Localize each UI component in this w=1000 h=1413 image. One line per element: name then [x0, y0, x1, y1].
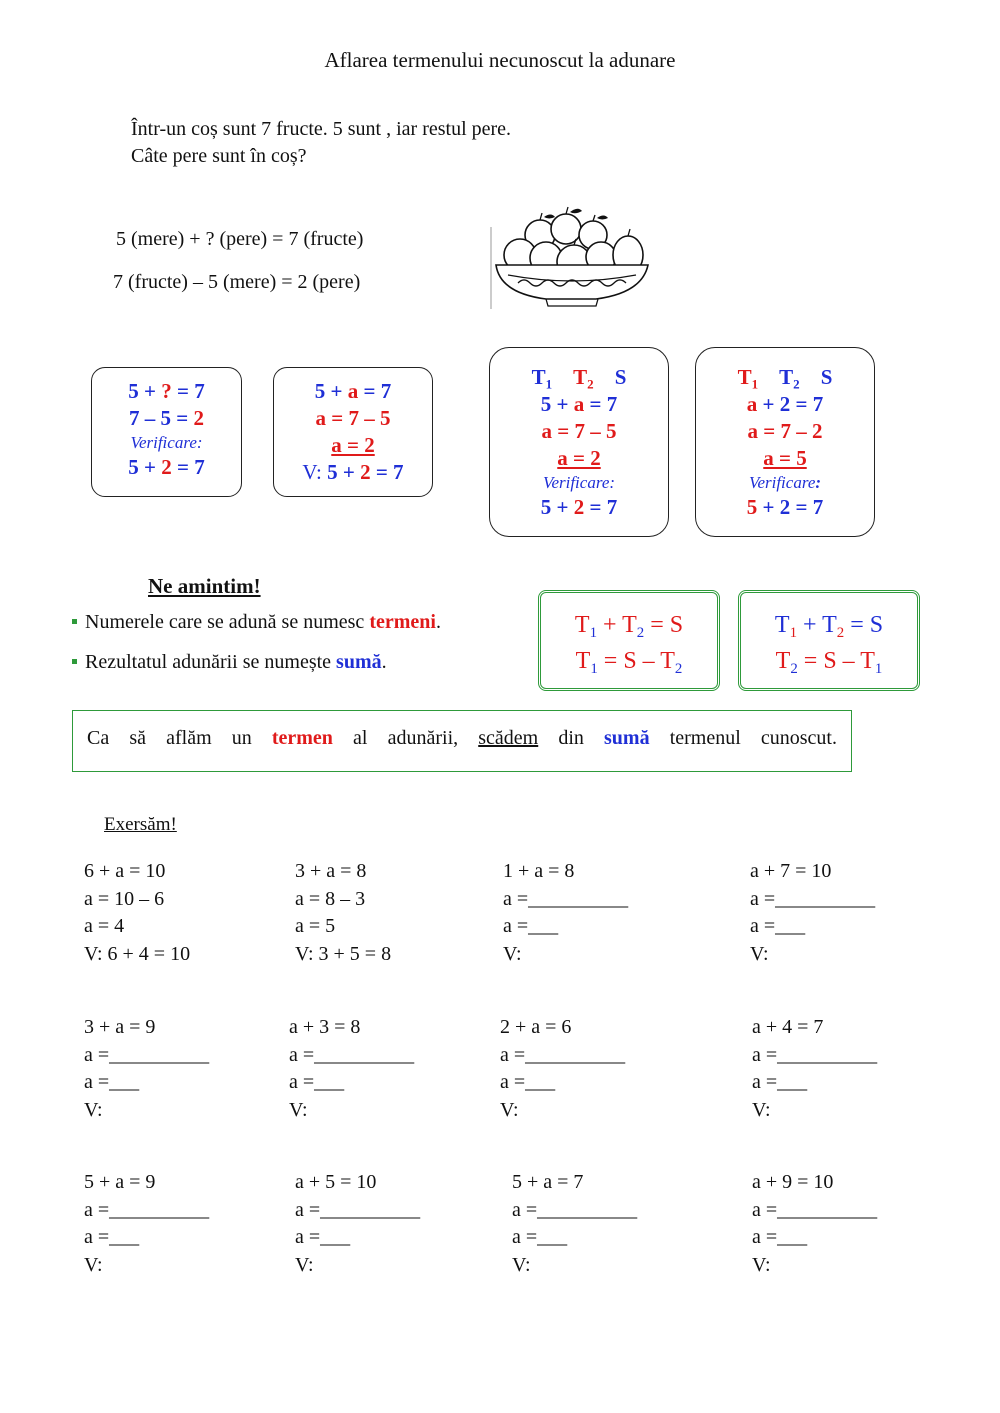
box2-line-2: a = 7 – 5 — [315, 406, 391, 430]
box4-header: $T_1$ $T_2$ S — [737, 365, 833, 392]
example-box-2 — [273, 367, 433, 497]
rule-word: cunoscut. — [760, 727, 837, 749]
equation-difference: 7 (fructe) – 5 (mere) = 2 (pere) — [113, 271, 361, 293]
example-box-1 — [91, 367, 242, 497]
exercise-block: 1 + a = 8 a =__________ a =___ V: — [503, 860, 629, 965]
remember-bullet-terms: Numerele care se adună se numesc termeni. — [72, 611, 441, 634]
box2-line-4: V: 5 + 2 = 7 — [302, 460, 404, 484]
exercise-block: a + 4 = 7 a =__________ a =___ V: — [752, 1016, 878, 1121]
rule-word: din — [558, 727, 584, 749]
rule-word-suma: sumă — [604, 727, 650, 749]
box3-verification-label: Verificare: — [542, 473, 616, 492]
box1-line-4: 5 + 2 = 7 — [128, 455, 205, 479]
formula2-sum: $T_1 + T_2 = S$ — [774, 612, 884, 642]
box3-line-3: a = 2 — [557, 446, 601, 470]
box1-verification-label: Verificare: — [130, 433, 203, 452]
practice-heading: Exersăm! — [104, 814, 177, 835]
example-box-4 — [695, 347, 875, 537]
exercise-block: a + 5 = 10 a =__________ a =___ V: — [295, 1171, 421, 1276]
remember-heading: Ne amintim! — [148, 574, 261, 598]
box4-line-1: a + 2 = 7 — [746, 392, 824, 416]
rule-word: adunării, — [387, 727, 459, 749]
bullet-icon — [72, 619, 77, 624]
box2-line-3: a = 2 — [331, 433, 375, 457]
exercise-block: 6 + a = 10 a = 10 – 6 a = 4 V: 6 + 4 = 10 — [84, 860, 191, 965]
rule-word: un — [231, 727, 252, 749]
box4-line-2: a = 7 – 2 — [747, 419, 823, 443]
formula-box-1 — [538, 590, 720, 691]
rule-word: să — [129, 727, 146, 749]
box3-line-1: 5 + a = 7 — [540, 392, 618, 416]
exercise-block: 3 + a = 8 a = 8 – 3 a = 5 V: 3 + 5 = 8 — [295, 860, 392, 965]
exercise-block: 2 + a = 6 a =__________ a =___ V: — [500, 1016, 626, 1121]
box3-line-2: a = 7 – 5 — [541, 419, 617, 443]
formula2-term2: $T_2 = S - T_1$ — [775, 648, 883, 678]
box4-line-5: 5 + 2 = 7 — [746, 495, 824, 519]
formula-box-2 — [738, 590, 920, 691]
rule-box — [72, 710, 852, 772]
equation-sum: 5 (mere) + ? (pere) = 7 (fructe) — [116, 228, 364, 250]
box3-header: $T_1$ $T_2$ S — [531, 365, 627, 392]
example-box-3 — [489, 347, 669, 537]
rule-word: aflăm — [166, 727, 212, 749]
box1-line-1: 5 + ? = 7 — [128, 379, 205, 403]
rule-word: al — [353, 727, 368, 749]
exercise-block: a + 7 = 10 a =__________ a =___ V: — [750, 860, 876, 965]
box4-line-3: a = 5 — [763, 446, 807, 470]
bullet-icon — [72, 659, 77, 664]
exercise-block: a + 9 = 10 a =__________ a =___ V: — [752, 1171, 878, 1276]
rule-word-scadem: scădem — [478, 727, 539, 749]
box1-line-2: 7 – 5 = 2 — [129, 406, 204, 430]
exercise-block: a + 3 = 8 a =__________ a =___ V: — [289, 1016, 415, 1121]
exercise-block: 5 + a = 7 a =__________ a =___ V: — [512, 1171, 638, 1276]
rule-word: termenul — [669, 727, 741, 749]
problem-line-2: Câte pere sunt în coș? — [131, 145, 307, 167]
fruit-bowl-icon — [488, 205, 658, 310]
box4-verification-label: Verificare: — [748, 473, 822, 492]
exercise-block: 5 + a = 9 a =__________ a =___ V: — [84, 1171, 210, 1276]
problem-line-1: Într-un coș sunt 7 fructe. 5 sunt , iar restul pere. — [131, 118, 512, 140]
exercise-block: 3 + a = 9 a =__________ a =___ V: — [84, 1016, 210, 1121]
box2-line-1: 5 + a = 7 — [314, 379, 392, 403]
rule-word: Ca — [87, 727, 110, 749]
box3-line-5: 5 + 2 = 7 — [540, 495, 618, 519]
page-title: Aflarea termenului necunoscut la adunare — [324, 48, 676, 72]
formula1-term1: $T_1 = S - T_2$ — [575, 648, 683, 678]
rule-word-termen: termen — [271, 727, 333, 749]
formula1-sum: $T_1 + T_2 = S$ — [574, 612, 684, 642]
remember-bullet-sum: Rezultatul adunării se numește sumă. — [72, 651, 387, 674]
